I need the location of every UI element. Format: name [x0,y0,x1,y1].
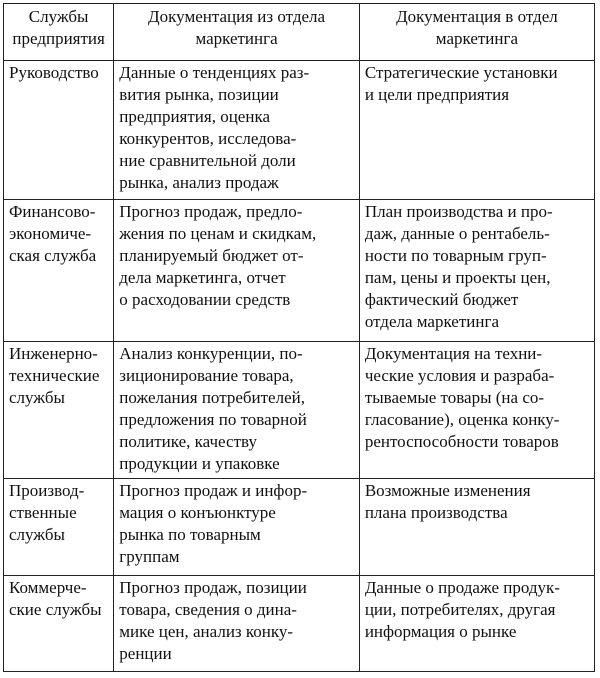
table-row [4,576,595,672]
from-marketing-cell: Прогноз продаж и инфор- мация о конъюнктуре рынка по товарным группам [114,479,360,576]
service-cell: Производ- ственные службы [4,479,114,576]
header-services: Службы предприятия [4,4,114,61]
from-marketing-cell: Данные о тенденциях раз- вития рынка, позиции предприятия, оценка конкурентов, исследова- ние сравнительной доли рынка, анализ продаж [114,61,360,200]
header-to-marketing: Документация в отдел маркетинга [359,4,594,61]
service-cell: Инженерно- технические службы [4,342,114,479]
from-marketing-cell: Анализ конкуренции, по- зиционирование товара, пожелания потребителей, предложения по товарной политике, качеству продукции и упаковке [114,342,360,479]
to-marketing-cell: Данные о продаже продук- ции, потребителях, другая информация о рынке [359,576,594,672]
to-marketing-cell: План производства и про- даж, данные о рентабель- ности по товарным груп- пам, цены и проекты цен, фактический бюджет отдела маркетинга [359,200,594,342]
to-marketing-cell: Стратегические установки и цели предприятия [359,61,594,200]
table-row [4,479,595,576]
table-row [4,342,595,479]
to-marketing-cell: Возможные изменения плана производства [359,479,594,576]
from-marketing-cell: Прогноз продаж, предло- жения по ценам и скидкам, планируемый бюджет от- дела маркетинга, отчет о расходовании средств [114,200,360,342]
to-marketing-cell: Документация на техни- ческие условия и разраба- тываемые товары (на со- гласование), оценка конку- рентоспособности товаров [359,342,594,479]
marketing-documentation-table [3,3,595,672]
table-row [4,61,595,200]
from-marketing-cell: Прогноз продаж, позиции товара, сведения о дина- мике цен, анализ конку- ренции [114,576,360,672]
service-cell: Коммерче- ские службы [4,576,114,672]
header-from-marketing: Документация из отдела маркетинга [114,4,360,61]
table-row [4,200,595,342]
table-header-row [4,4,595,61]
service-cell: Руководство [4,61,114,200]
service-cell: Финансово- экономиче- ская служба [4,200,114,342]
